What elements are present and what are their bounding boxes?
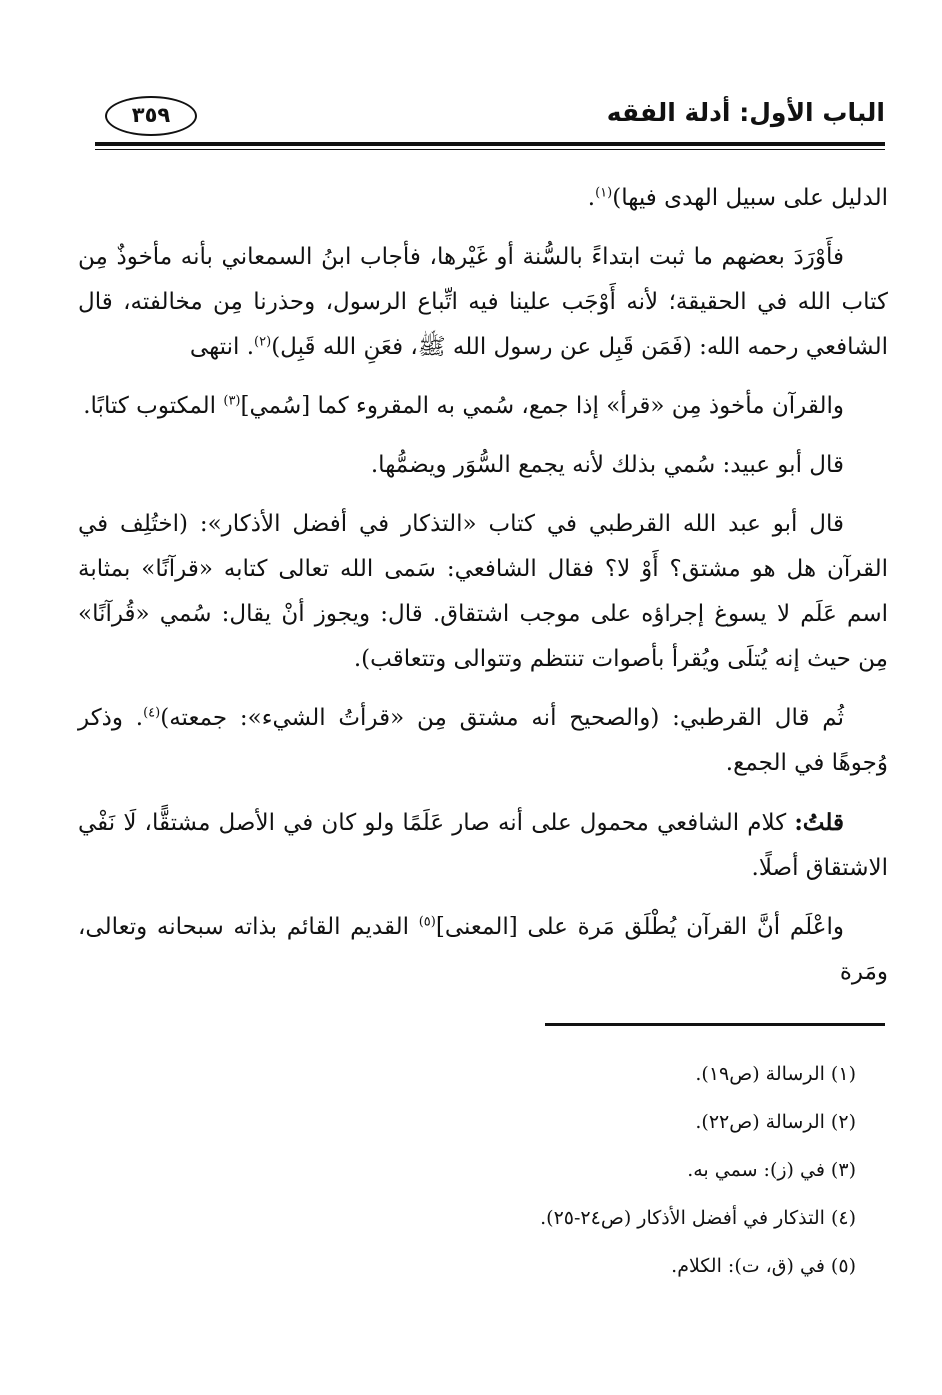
paragraph-3 <box>78 384 888 429</box>
footnote-1: (١) الرسالة (ص١٩). <box>695 1063 856 1085</box>
page-number: ٣٥٩ <box>105 96 197 136</box>
footnotes <box>78 1050 886 1290</box>
page-header <box>95 90 885 154</box>
footnote-5: (٥) في (ق، ت): الكلام. <box>671 1255 856 1277</box>
header-rule-thick <box>95 142 885 146</box>
footnote-3: (٣) في (ز): سمي به. <box>687 1159 856 1181</box>
header-rule-thin <box>95 149 885 150</box>
footnote-ref-2: (٢) <box>254 334 272 350</box>
paragraph-6-text-b: . وذكر وُجوهًا في الجمع. <box>78 705 888 776</box>
paragraph-8 <box>78 905 888 995</box>
footnote-ref-5: (٥) <box>418 914 436 930</box>
chapter-title: الباب الأول: أدلة الفقه <box>606 98 885 127</box>
paragraph-7 <box>78 800 888 891</box>
paragraph-3-text-b: المكتوب كتابًا. <box>83 393 224 419</box>
main-text <box>78 176 888 1009</box>
paragraph-3-text-a: والقرآن مأخوذ مِن «قرأ» إذا جمع، سُمي به المقروء كما [سُمي] <box>240 393 844 419</box>
footnote-ref-4: (٤) <box>143 705 161 721</box>
paragraph-2 <box>78 235 888 370</box>
paragraph-2-end: . انتهى <box>189 334 255 360</box>
footnote-4: (٤) التذكار في أفضل الأذكار (ص٢٤-٢٥). <box>540 1207 856 1229</box>
paragraph-2-text: فأَوْرَدَ بعضهم ما ثبت ابتداءً بالسُّنة أو غَيْرها، فأجاب ابنُ السمعاني بأنه مأخوذٌ مِن كتاب الله في الحقيقة؛ لأنه أَوْجَب علينا فيه اتِّباع الرسول، وحذرنا مِن مخالفته، قال الشافعي رحمه الله: (فَمَن قَبِل عن رسول الله ﷺ، فعَنِ الله قَبِل) <box>78 244 888 360</box>
paragraph-4: قال أبو عبيد: سُمي بذلك لأنه يجمع السُّوَر ويضمُّها. <box>370 452 844 478</box>
paragraph-8-text-a: واعْلَم أنَّ القرآن يُطْلَق مَرة على [المعنى] <box>435 914 844 940</box>
paragraph-7-text: كلام الشافعي محمول على أنه صار عَلَمًا ولو كان في الأصل مشتقًّا، لَا نَفْي الاشتقاق أصلًا. <box>78 810 888 881</box>
footnote-separator <box>545 1023 885 1026</box>
footnote-2: (٢) الرسالة (ص٢٢). <box>695 1111 856 1133</box>
paragraph-6-text-a: ثُم قال القرطبي: (والصحيح أنه مشتق مِن «قرأتُ الشيء»: جمعته) <box>160 705 844 731</box>
footnote-ref-1: (١) <box>595 185 613 201</box>
paragraph-8-text-b: القديم القائم بذاته سبحانه وتعالى، ومَرة <box>78 914 888 985</box>
paragraph-1-text: الدليل على سبيل الهدى فيها) <box>612 185 888 211</box>
paragraph-7-lead: قلتُ: <box>794 809 844 836</box>
paragraph-5: قال أبو عبد الله القرطبي في كتاب «التذكار في أفضل الأذكار»: (اختُلِف في القرآن هل هو مشتق؟ أَوْ لا؟ فقال الشافعي: سَمى الله تعالى كتابه «قرآنًا» بمثابة اسم عَلَم لا يسوغ إجراؤه على موجب اشتقاق. قال: ويجوز أنْ يقال: سُمي «قُرآنًا» مِن حيث إنه يُتلَى ويُقرأ بأصوات تنتظم وتتوالى وتتعاقب). <box>78 511 889 672</box>
paragraph-6 <box>78 696 888 786</box>
paragraph-1: الدليل على سبيل الهدى فيها)$^{(١)}$. <box>587 185 888 211</box>
footnote-ref-3: (٣) <box>223 393 241 409</box>
